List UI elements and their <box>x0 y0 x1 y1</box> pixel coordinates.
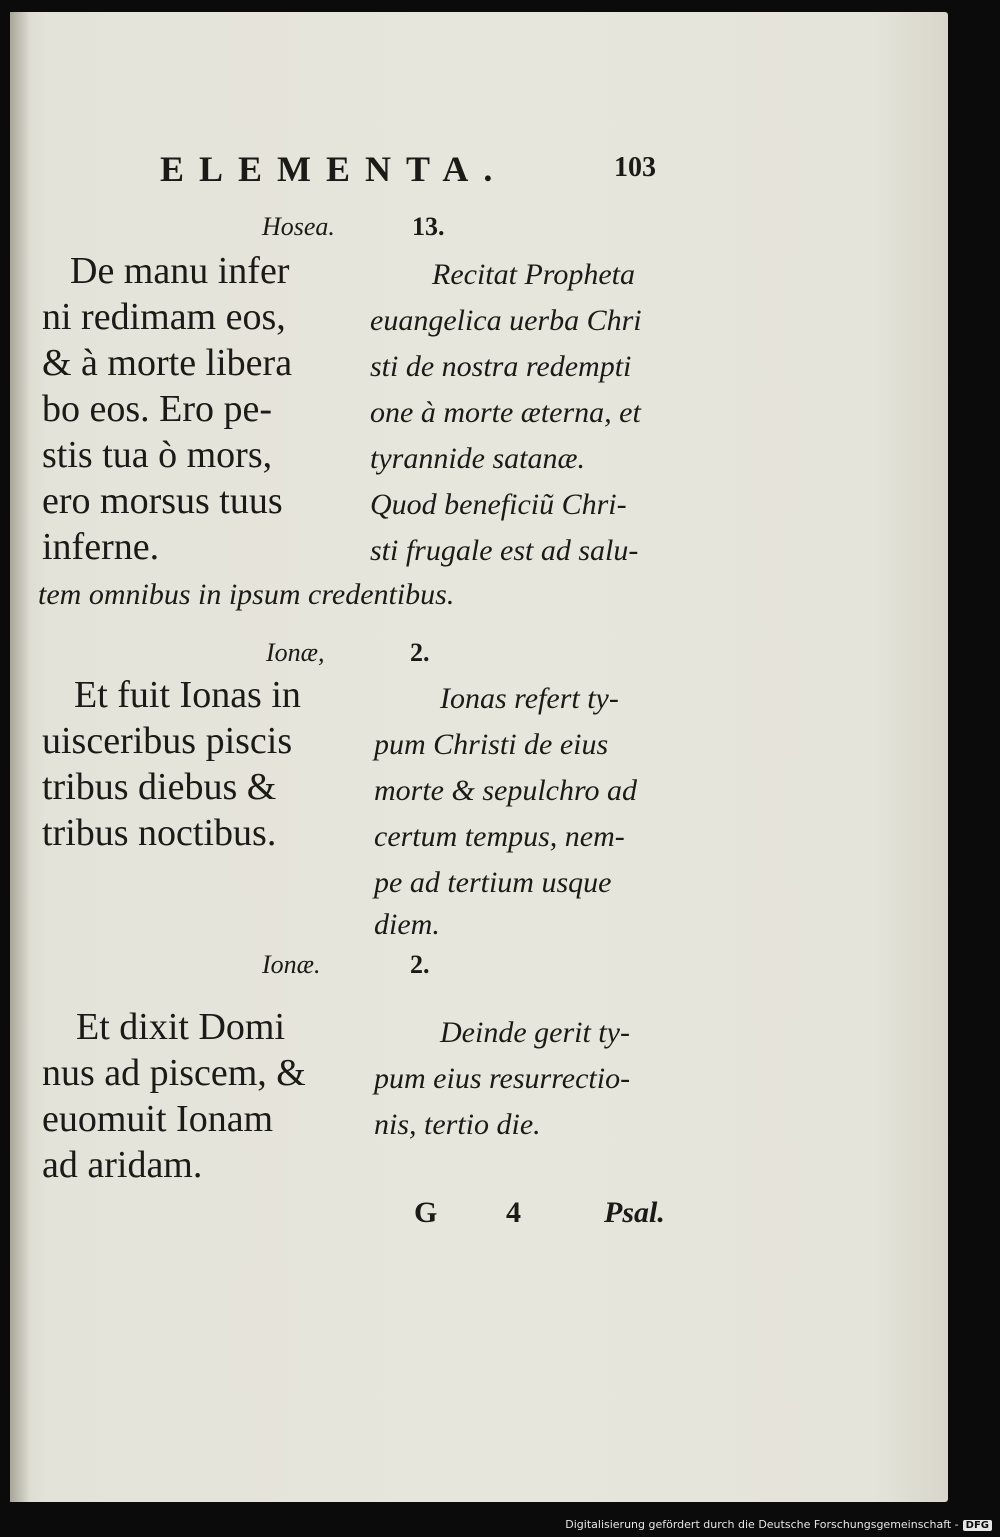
scripture-line: nus ad piscem, & <box>42 1052 306 1094</box>
footer-credit <box>565 1518 992 1531</box>
gloss-line: Quod beneficiũ Chri- <box>370 488 627 521</box>
gloss-line: sti de nostra redempti <box>370 350 632 383</box>
footer-text: Digitalisierung gefördert durch die Deutsche Forschungsgemeinschaft - <box>565 1518 959 1531</box>
gloss-line: Ionas refert ty- <box>440 682 619 715</box>
gloss-line: sti frugale est ad salu- <box>370 534 639 567</box>
scripture-line: ad aridam. <box>42 1144 203 1186</box>
gloss-line: pe ad tertium usque <box>374 866 612 899</box>
section-reference: Ionæ. <box>262 950 321 979</box>
signature-number: 4 <box>506 1196 521 1229</box>
scripture-line: De manu infer <box>70 250 290 292</box>
gloss-line: nis, tertio die. <box>374 1108 541 1141</box>
gloss-line: pum Christi de eius <box>374 728 609 761</box>
scripture-line: tribus diebus & <box>42 766 277 808</box>
signature-mark: G <box>414 1196 438 1229</box>
scripture-line: uisceribus piscis <box>42 720 293 762</box>
page-number: 103 <box>614 152 656 183</box>
section-reference: Hosea. <box>262 212 335 241</box>
gloss-line: one à morte æterna, et <box>370 396 641 429</box>
gloss-line: Recitat Propheta <box>432 258 635 291</box>
scripture-line: stis tua ò mors, <box>42 434 273 476</box>
scripture-line: Et fuit Ionas in <box>74 674 301 716</box>
scripture-line: ero morsus tuus <box>42 480 283 522</box>
gloss-line: morte & sepulchro ad <box>374 774 638 807</box>
scripture-line: ni redimam eos, <box>42 296 286 338</box>
gloss-line: diem. <box>374 908 440 941</box>
section-reference: Ionæ, <box>266 638 325 667</box>
running-head-title: ELEMENTA. <box>160 149 508 189</box>
catchword: Psal. <box>604 1196 665 1229</box>
scripture-line: inferne. <box>42 526 160 568</box>
scripture-line: euomuit Ionam <box>42 1098 274 1140</box>
chapter-number: 13. <box>412 212 445 241</box>
scripture-line: & à morte libera <box>42 342 293 384</box>
gloss-line: certum tempus, nem- <box>374 820 625 853</box>
gloss-line: tyrannide satanæ. <box>370 442 585 475</box>
dfg-logo: DFG <box>963 1520 992 1531</box>
chapter-number: 2. <box>410 950 430 979</box>
scripture-line: tribus noctibus. <box>42 812 277 854</box>
scripture-line: Et dixit Domi <box>76 1006 285 1048</box>
gloss-line: Deinde gerit ty- <box>440 1016 630 1049</box>
page-binding-shadow <box>10 12 30 1502</box>
gloss-line: pum eius resurrectio- <box>374 1062 631 1095</box>
gloss-line: tem omnibus in ipsum credentibus. <box>38 578 455 611</box>
gloss-line: euangelica uerba Chri <box>370 304 642 337</box>
chapter-number: 2. <box>410 638 430 667</box>
scripture-line: bo eos. Ero pe- <box>42 388 273 430</box>
